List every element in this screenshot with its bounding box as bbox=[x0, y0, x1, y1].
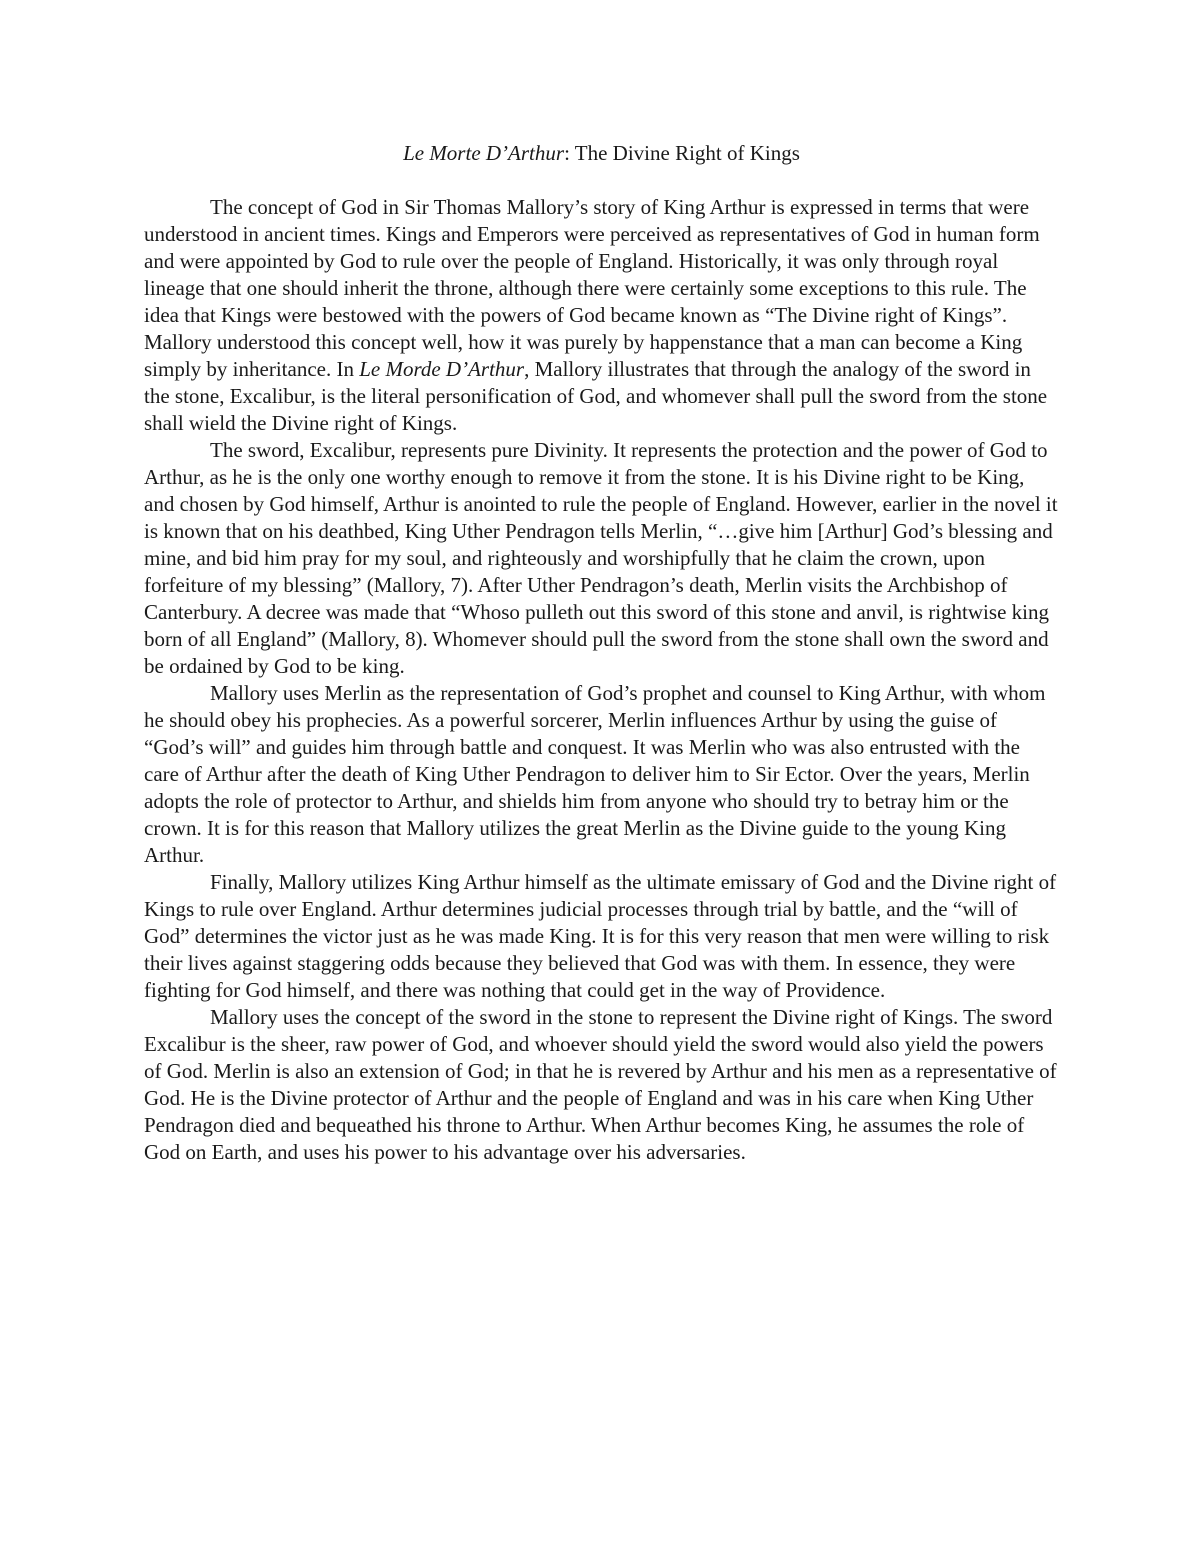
paragraph-3: Mallory uses Merlin as the representation of God’s prophet and counsel to King Arthur, with whom he should obey his prophecies. As a powerful sorcerer, Merlin influences Arthur by using the guise of “God’s will” and guides him through battle and conquest. It was Merlin who was also entrusted with the care of Arthur after the death of King Uther Pendragon to deliver him to Sir Ector. Over the years, Merlin adopts the role of protector to Arthur, and shields him from anyone who should try to betray him or the crown. It is for this reason that Mallory utilizes the great Merlin as the Divine guide to the young King Arthur. bbox=[144, 681, 1046, 867]
document-title bbox=[144, 140, 1059, 167]
title-rest: : The Divine Right of Kings bbox=[564, 141, 800, 165]
document-body bbox=[144, 140, 1059, 1166]
title-italic: Le Morte D’Arthur bbox=[403, 141, 565, 165]
paragraph-1 bbox=[144, 194, 1059, 437]
paragraph-1-before: The concept of God in Sir Thomas Mallory’s story of King Arthur is expressed in terms that were understood in ancient times. Kings and Emperors were perceived as representatives of God in human form and were appointed by God to rule over the people of England. Historically, it was only through royal lineage that one should inherit the throne, although there were certainly some exceptions to this rule. The idea that Kings were bestowed with the powers of God became known as “The Divine right of Kings”. Mallory understood this concept well, how it was purely by happenstance that a man can become a King simply by inheritance. In bbox=[144, 195, 1040, 381]
paragraph-2: The sword, Excalibur, represents pure Divinity. It represents the protection and the power of God to Arthur, as he is the only one worthy enough to remove it from the stone. It is his Divine right to be King, and chosen by God himself, Arthur is anointed to rule the people of England. However, earlier in the novel it is known that on his deathbed, King Uther Pendragon tells Merlin, “…give him [Arthur] God’s blessing and mine, and bid him pray for my soul, and righteously and worshipfully that he claim the crown, upon forfeiture of my blessing” (Mallory, 7). After Uther Pendragon’s death, Merlin visits the Archbishop of Canterbury. A decree was made that “Whoso pulleth out this sword of this stone and anvil, is rightwise king born of all England” (Mallory, 8). Whomever should pull the sword from the stone shall own the sword and be ordained by God to be king. bbox=[144, 438, 1058, 678]
paragraph-1-after: , Mallory illustrates that through the analogy of the sword in the stone, Excalibur, is the literal personification of God, and whomever shall pull the sword from the stone shall wield the Divine right of Kings. bbox=[144, 357, 1048, 435]
paragraph-1-italic-title: Le Morde D’Arthur bbox=[359, 357, 525, 381]
paragraph-5: Mallory uses the concept of the sword in the stone to represent the Divine right of Kings. The sword Excalibur is the sheer, raw power of God, and whoever should yield the sword would also yield the powers of God. Merlin is also an extension of God; in that he is revered by Arthur and his men as a representative of God. He is the Divine protector of Arthur and the people of England and was in his care when King Uther Pendragon died and bequeathed his throne to Arthur. When Arthur becomes King, he assumes the role of God on Earth, and uses his power to his advantage over his adversaries. bbox=[144, 1005, 1057, 1164]
paragraph-4: Finally, Mallory utilizes King Arthur himself as the ultimate emissary of God and the Divine right of Kings to rule over England. Arthur determines judicial processes through trial by battle, and the “will of God” determines the victor just as he was made King. It is for this very reason that men were willing to risk their lives against staggering odds because they believed that God was with them. In essence, they were fighting for God himself, and there was nothing that could get in the way of Providence. bbox=[144, 870, 1057, 1002]
